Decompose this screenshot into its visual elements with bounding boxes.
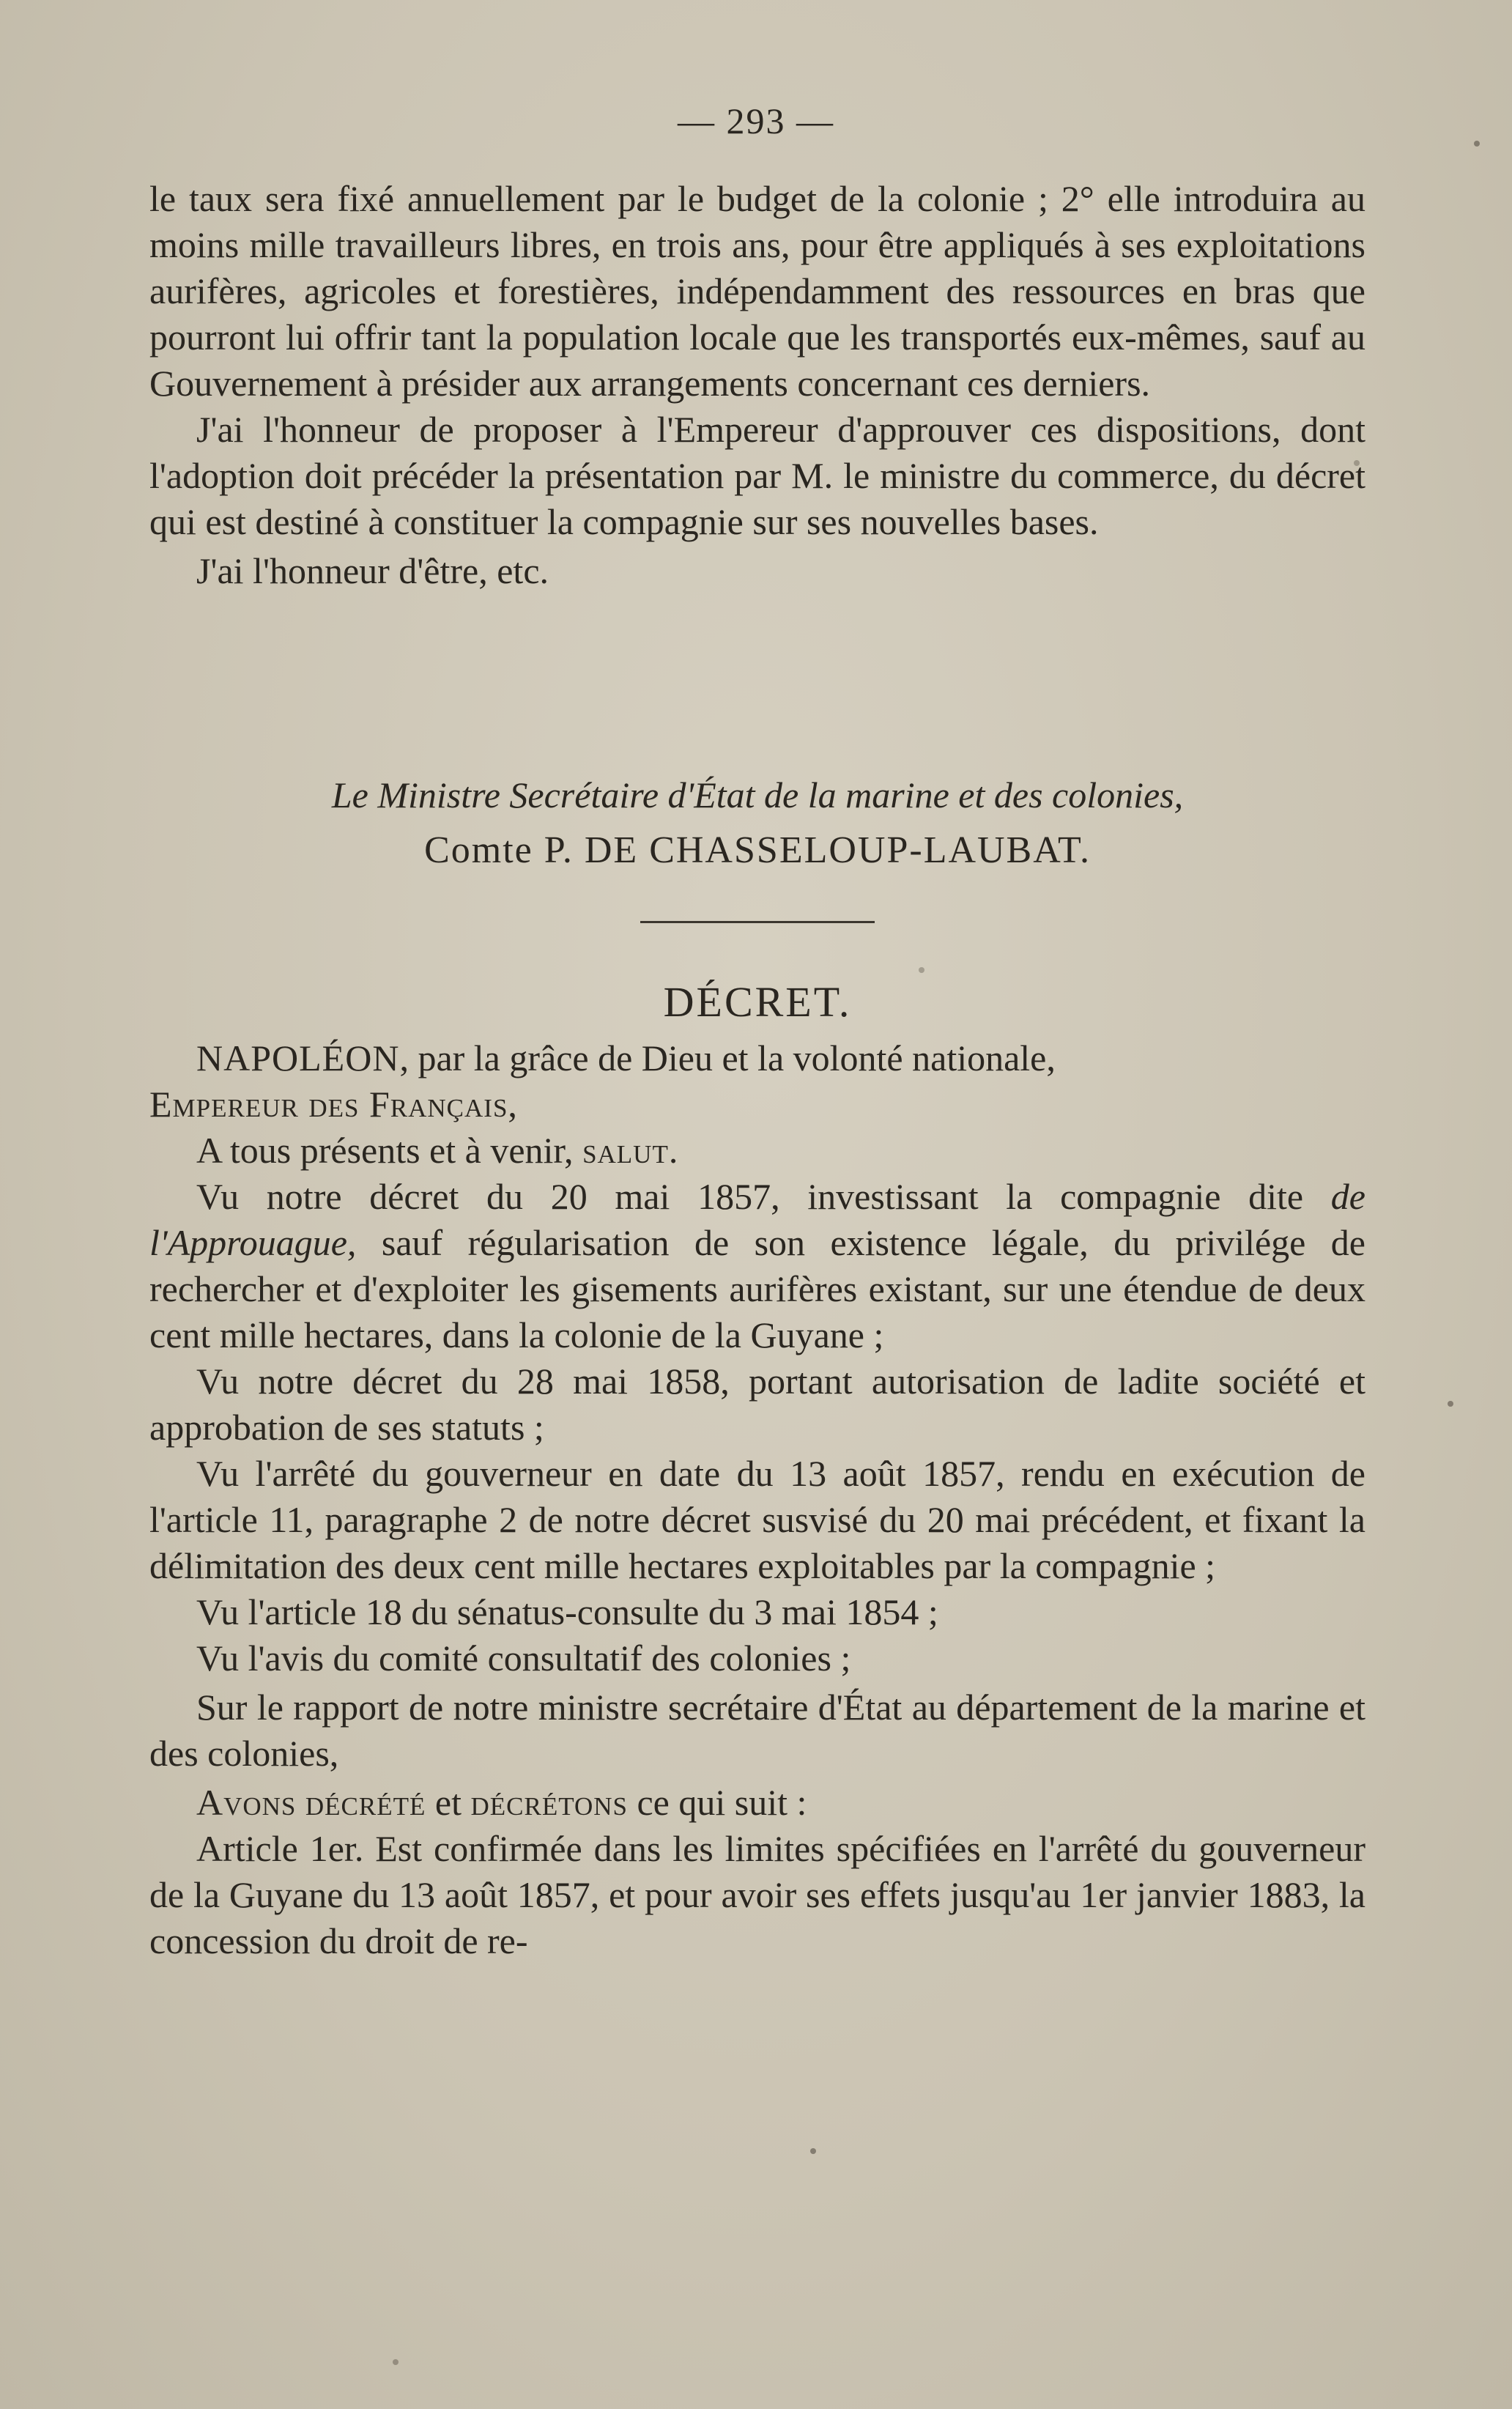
emperor-name: NAPOLÉON bbox=[196, 1037, 400, 1078]
signatory-name: Comte P. DE CHASSELOUP-LAUBAT. bbox=[424, 829, 1091, 871]
horizontal-rule bbox=[640, 921, 875, 923]
closing-formula: J'ai l'honneur d'être, etc. bbox=[196, 550, 549, 591]
considerant-paragraph: Vu l'avis du comité consultatif des colonies ; bbox=[196, 1638, 851, 1679]
salute-text: A tous présents et à venir, bbox=[196, 1130, 574, 1171]
enacting-word: et bbox=[434, 1782, 462, 1823]
page-number: — 293 — bbox=[678, 100, 834, 141]
enacting-formula bbox=[149, 1780, 1365, 1826]
enacting-word: ce qui suit : bbox=[637, 1782, 807, 1823]
considerant-paragraph: Vu notre décret du 28 mai 1858, portant autorisation de ladite société et approbation de ses statuts ; bbox=[149, 1361, 1365, 1448]
considerant-paragraph: Vu l'arrêté du gouverneur en date du 13 août 1857, rendu en exécution de l'article 11, paragraphe 2 de notre décret susvisé du 20 mai précédent, et fixant la délimitation des deux cent mille hectares exploitables par la compagnie ; bbox=[149, 1453, 1365, 1586]
decree-heading: DÉCRET. bbox=[663, 978, 852, 1026]
emperor-title: Empereur des Français, bbox=[149, 1084, 518, 1125]
considerant-paragraph bbox=[149, 1174, 1365, 1358]
considerant-paragraph: Vu l'article 18 du sénatus-consulte du 3 mai 1854 ; bbox=[196, 1591, 938, 1632]
article-label: Article 1er. bbox=[196, 1828, 364, 1869]
company-name: de l'Approuague, bbox=[149, 1176, 1365, 1263]
article-1 bbox=[149, 1826, 1365, 1964]
report-paragraph: le taux sera fixé annuellement par le budget de la colonie ; 2° elle introduira au moins mille travailleurs libres, en trois ans, pour être appliqués à ses exploitations aurifères, agricoles et forestières, indépendamment des ressources en bras que pourront lui offrir tant la population locale que les transportés eux-mêmes, sauf au Gouvernement à présider aux arrangements concernant ces derniers. bbox=[149, 178, 1365, 404]
report-conclusion bbox=[149, 176, 1365, 594]
signatory-title: Le Ministre Secrétaire d'État de la marine et des colonies, bbox=[331, 774, 1184, 815]
ink-speck bbox=[810, 2148, 816, 2154]
enacting-word: décrété bbox=[305, 1782, 426, 1823]
ink-speck bbox=[393, 2359, 399, 2365]
article-text: Est confirmée dans les limites spécifiées en l'arrêté du gouverneur de la Guyane du 13 août 1857, et pour avoir ses effets jusqu'au 1er janvier 1883, la concession du droit de re- bbox=[149, 1828, 1365, 1961]
salute-word: salut. bbox=[582, 1130, 679, 1171]
report-paragraph: J'ai l'honneur de proposer à l'Empereur d'approuver ces dispositions, dont l'adoption doit précéder la présentation par M. le ministre du commerce, du décret qui est destiné à constituer la compagnie sur ses nouvelles bases. bbox=[149, 409, 1365, 542]
decree-preamble bbox=[149, 1035, 1365, 1081]
ink-speck bbox=[919, 967, 924, 973]
rapport-paragraph: Sur le rapport de notre ministre secrétaire d'État au département de la marine et des colonies, bbox=[149, 1687, 1365, 1774]
ink-speck bbox=[1448, 1401, 1453, 1407]
considerant-text: Vu notre décret du 20 mai 1857, investissant la compagnie dite bbox=[196, 1176, 1331, 1217]
section-divider bbox=[149, 921, 1365, 923]
signature-block bbox=[149, 772, 1365, 873]
enacting-word: Avons bbox=[196, 1782, 297, 1823]
salute-line bbox=[149, 1128, 1365, 1174]
preamble-text: , par la grâce de Dieu et la volonté nationale, bbox=[399, 1037, 1056, 1078]
considerant-text: sauf régularisation de son existence légale, du privilége de rechercher et d'exploiter les gisements aurifères existant, sur une étendue de deux cent mille hectares, dans la colonie de la Guyane ; bbox=[149, 1222, 1365, 1355]
enacting-word: décrétons bbox=[470, 1782, 628, 1823]
decree-section bbox=[149, 979, 1365, 1964]
